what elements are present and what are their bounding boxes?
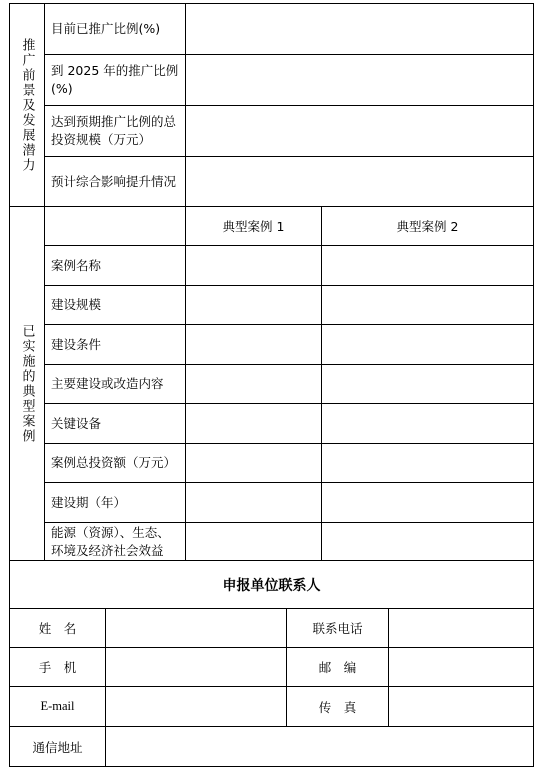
address-label: 通信地址 (9, 726, 106, 767)
mobile-field[interactable] (105, 647, 287, 687)
case2-header: 典型案例 2 (321, 206, 534, 246)
row-2025-ratio-label: 到 2025 年的推广比例(%) (44, 54, 186, 106)
case1-benefits-field[interactable] (185, 522, 322, 561)
email-label: E-mail (9, 686, 106, 727)
case1-investment-field[interactable] (185, 443, 322, 483)
row-investment-scale-label: 达到预期推广比例的总投资规模（万元） (44, 105, 186, 157)
row-impact-label: 预计综合影响提升情况 (44, 156, 186, 207)
case1-equipment-field[interactable] (185, 403, 322, 444)
row-content-label: 主要建设或改造内容 (44, 364, 186, 404)
email-field[interactable] (105, 686, 287, 727)
case1-conditions-field[interactable] (185, 324, 322, 365)
mobile-label: 手 机 (9, 647, 106, 687)
section-cases-title: 已实施的典型案例 (9, 206, 45, 561)
row-period-label: 建设期（年） (44, 482, 186, 523)
case2-conditions-field[interactable] (321, 324, 534, 365)
row-case-name-label: 案例名称 (44, 245, 186, 286)
case1-name-field[interactable] (185, 245, 322, 286)
row-equipment-label: 关键设备 (44, 403, 186, 444)
case1-header: 典型案例 1 (185, 206, 322, 246)
name-field[interactable] (105, 608, 287, 648)
address-field[interactable] (105, 726, 534, 767)
investment-scale-field[interactable] (185, 105, 534, 157)
phone-label: 联系电话 (286, 608, 389, 648)
row-conditions-label: 建设条件 (44, 324, 186, 365)
name-label: 姓 名 (9, 608, 106, 648)
row-benefits-label: 能源（资源）、生态、环境及经济社会效益 (44, 522, 186, 561)
impact-field[interactable] (185, 156, 534, 207)
case1-scale-field[interactable] (185, 285, 322, 325)
ratio-2025-field[interactable] (185, 54, 534, 106)
case2-name-field[interactable] (321, 245, 534, 286)
cases-header-blank (44, 206, 186, 246)
case2-benefits-field[interactable] (321, 522, 534, 561)
case2-equipment-field[interactable] (321, 403, 534, 444)
postcode-label: 邮 编 (286, 647, 389, 687)
contact-heading: 申报单位联系人 (9, 560, 534, 609)
case2-investment-field[interactable] (321, 443, 534, 483)
row-investment-label: 案例总投资额（万元） (44, 443, 186, 483)
case2-content-field[interactable] (321, 364, 534, 404)
phone-field[interactable] (388, 608, 534, 648)
case1-period-field[interactable] (185, 482, 322, 523)
case1-content-field[interactable] (185, 364, 322, 404)
fax-label: 传 真 (286, 686, 389, 727)
case2-period-field[interactable] (321, 482, 534, 523)
fax-field[interactable] (388, 686, 534, 727)
section-promotion-title: 推广前景及发展潜力 (9, 3, 45, 207)
current-ratio-field[interactable] (185, 3, 534, 55)
row-current-ratio-label: 目前已推广比例(%) (44, 3, 186, 55)
row-scale-label: 建设规模 (44, 285, 186, 325)
postcode-field[interactable] (388, 647, 534, 687)
application-form-table (9, 3, 534, 767)
case2-scale-field[interactable] (321, 285, 534, 325)
